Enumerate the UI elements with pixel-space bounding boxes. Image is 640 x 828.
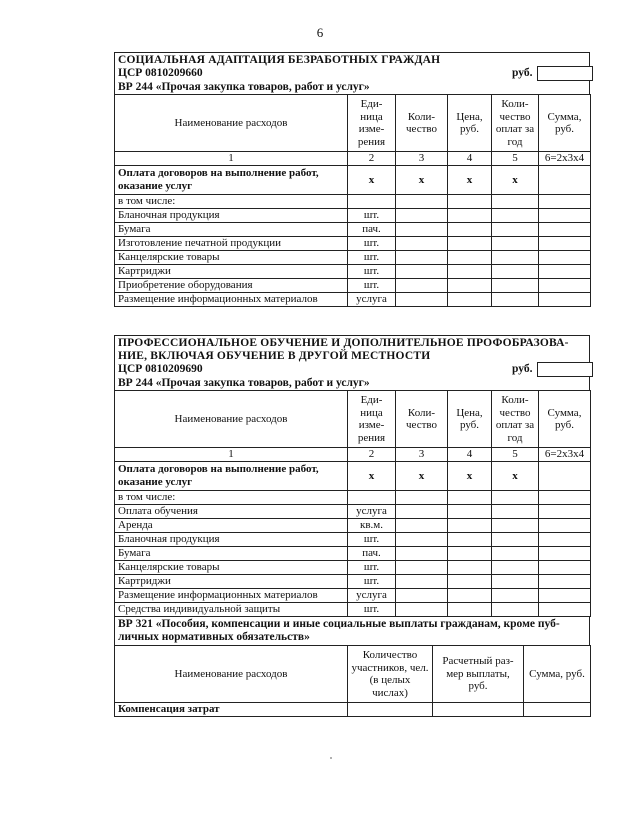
empty-cell[interactable] bbox=[492, 251, 539, 265]
empty-cell[interactable] bbox=[448, 589, 492, 603]
col-number: 5 bbox=[492, 152, 539, 166]
col-number: 1 bbox=[115, 448, 348, 462]
x-mark: x bbox=[448, 166, 492, 195]
empty-cell[interactable] bbox=[448, 279, 492, 293]
empty-cell[interactable] bbox=[448, 533, 492, 547]
empty-cell[interactable] bbox=[492, 265, 539, 279]
csr-code: ЦСР 0810209690 bbox=[118, 363, 203, 375]
expense-name: Бланочная продукция bbox=[115, 209, 348, 223]
empty-cell[interactable] bbox=[492, 603, 539, 617]
col-number: 3 bbox=[396, 448, 448, 462]
empty-cell[interactable] bbox=[396, 265, 448, 279]
expense-unit: шт. bbox=[348, 603, 396, 617]
col-header-name: Наименование расходов bbox=[115, 646, 348, 703]
empty-cell[interactable] bbox=[492, 491, 539, 505]
empty-cell[interactable] bbox=[539, 603, 591, 617]
empty-cell[interactable] bbox=[448, 505, 492, 519]
expense-row bbox=[115, 589, 591, 603]
empty-cell[interactable] bbox=[492, 547, 539, 561]
expense-unit: шт. bbox=[348, 251, 396, 265]
rub-label: руб. bbox=[512, 363, 533, 375]
main-expense-name: Оплата договоров на выполнение работ, оказание услуг bbox=[115, 462, 348, 491]
compensation-table bbox=[114, 645, 591, 717]
empty-cell[interactable] bbox=[539, 575, 591, 589]
empty-cell[interactable] bbox=[396, 195, 448, 209]
col-header-unit: Еди-ница изме-рения bbox=[348, 95, 396, 152]
col-number: 1 bbox=[115, 152, 348, 166]
col-header-payments: Коли-чество оплат за год bbox=[492, 95, 539, 152]
empty-cell[interactable] bbox=[539, 265, 591, 279]
expense-row bbox=[115, 293, 591, 307]
amount-box[interactable] bbox=[537, 66, 593, 81]
col-number: 2 bbox=[348, 152, 396, 166]
empty-cell[interactable] bbox=[396, 561, 448, 575]
empty-cell[interactable] bbox=[448, 209, 492, 223]
expense-unit: пач. bbox=[348, 223, 396, 237]
empty-cell[interactable] bbox=[396, 209, 448, 223]
sum-cell[interactable] bbox=[539, 462, 591, 491]
x-mark: x bbox=[492, 462, 539, 491]
expense-name: Размещение информационных материалов bbox=[115, 589, 348, 603]
section-title: СОЦИАЛЬНАЯ АДАПТАЦИЯ БЕЗРАБОТНЫХ ГРАЖДАН bbox=[118, 54, 441, 66]
expense-name: Канцелярские товары bbox=[115, 251, 348, 265]
col-header-qty: Коли-чество bbox=[396, 391, 448, 448]
col-header-name: Наименование расходов bbox=[115, 391, 348, 448]
empty-cell[interactable] bbox=[448, 491, 492, 505]
col-number: 2 bbox=[348, 448, 396, 462]
col-header-price: Цена, руб. bbox=[448, 95, 492, 152]
expense-unit: шт. bbox=[348, 237, 396, 251]
col-number: 5 bbox=[492, 448, 539, 462]
empty-cell[interactable] bbox=[448, 223, 492, 237]
empty-cell[interactable] bbox=[492, 223, 539, 237]
x-mark: x bbox=[348, 166, 396, 195]
empty-cell[interactable] bbox=[492, 237, 539, 251]
expense-name: Канцелярские товары bbox=[115, 561, 348, 575]
sum-cell[interactable] bbox=[539, 166, 591, 195]
rub-label: руб. bbox=[512, 67, 533, 79]
col-number: 6=2х3х4 bbox=[539, 448, 591, 462]
compensation-name: Компенсация затрат bbox=[115, 703, 348, 717]
x-mark: x bbox=[348, 462, 396, 491]
scan-speck bbox=[330, 757, 332, 759]
x-mark: x bbox=[448, 462, 492, 491]
expense-row bbox=[115, 575, 591, 589]
empty-cell[interactable] bbox=[539, 533, 591, 547]
col-header-qty: Коли-чество bbox=[396, 95, 448, 152]
vr-code: ВР 244 «Прочая закупка товаров, работ и услуг» bbox=[118, 81, 370, 93]
empty-cell[interactable] bbox=[492, 209, 539, 223]
compensation-row bbox=[115, 703, 591, 717]
empty-cell[interactable] bbox=[539, 223, 591, 237]
main-expense-row bbox=[115, 166, 591, 195]
empty-cell[interactable] bbox=[396, 491, 448, 505]
section-social-adaptation bbox=[114, 52, 590, 307]
empty-cell[interactable] bbox=[448, 237, 492, 251]
expense-row bbox=[115, 505, 591, 519]
expense-row bbox=[115, 547, 591, 561]
empty-cell[interactable] bbox=[348, 703, 433, 717]
table-header-row bbox=[115, 646, 591, 703]
expense-row bbox=[115, 561, 591, 575]
empty-cell[interactable] bbox=[539, 519, 591, 533]
empty-cell[interactable] bbox=[492, 519, 539, 533]
empty-cell[interactable] bbox=[396, 575, 448, 589]
vr-code: ВР 244 «Прочая закупка товаров, работ и услуг» bbox=[118, 377, 370, 389]
empty-cell[interactable] bbox=[448, 195, 492, 209]
col-number: 6=2х3х4 bbox=[539, 152, 591, 166]
incl-row bbox=[115, 491, 591, 505]
expense-name: Картриджи bbox=[115, 575, 348, 589]
empty-cell[interactable] bbox=[348, 491, 396, 505]
table-header-row bbox=[115, 95, 591, 152]
col-header-payments: Коли-чество оплат за год bbox=[492, 391, 539, 448]
col-header-payment-size: Расчетный раз-мер выплаты, руб. bbox=[433, 646, 524, 703]
expense-row bbox=[115, 237, 591, 251]
expense-unit: услуга bbox=[348, 505, 396, 519]
section-title: ПРОФЕССИОНАЛЬНОЕ ОБУЧЕНИЕ И ДОПОЛНИТЕЛЬНОЕ ПРОФОБРАЗОВА-НИЕ, ВКЛЮЧАЯ ОБУЧЕНИЕ В ДРУГОЙ МЕСТНОСТИ bbox=[118, 337, 569, 362]
expense-unit: шт. bbox=[348, 279, 396, 293]
col-number: 4 bbox=[448, 152, 492, 166]
col-header-sum: Сумма, руб. bbox=[524, 646, 591, 703]
empty-cell[interactable] bbox=[492, 561, 539, 575]
empty-cell[interactable] bbox=[448, 265, 492, 279]
empty-cell[interactable] bbox=[524, 703, 591, 717]
x-mark: x bbox=[396, 462, 448, 491]
expense-unit: шт. bbox=[348, 575, 396, 589]
empty-cell[interactable] bbox=[492, 589, 539, 603]
empty-cell[interactable] bbox=[396, 237, 448, 251]
col-number-row bbox=[115, 152, 591, 166]
expense-table bbox=[114, 94, 591, 307]
empty-cell[interactable] bbox=[448, 251, 492, 265]
expense-name: Картриджи bbox=[115, 265, 348, 279]
expense-row bbox=[115, 223, 591, 237]
empty-cell[interactable] bbox=[396, 603, 448, 617]
empty-cell[interactable] bbox=[539, 237, 591, 251]
empty-cell[interactable] bbox=[448, 519, 492, 533]
col-header-price: Цена, руб. bbox=[448, 391, 492, 448]
empty-cell[interactable] bbox=[492, 533, 539, 547]
section-professional-training bbox=[114, 335, 590, 717]
incl-row bbox=[115, 195, 591, 209]
empty-cell[interactable] bbox=[492, 575, 539, 589]
empty-cell[interactable] bbox=[396, 589, 448, 603]
empty-cell[interactable] bbox=[448, 575, 492, 589]
main-expense-row bbox=[115, 462, 591, 491]
expense-row bbox=[115, 279, 591, 293]
col-header-sum: Сумма, руб. bbox=[539, 391, 591, 448]
empty-cell[interactable] bbox=[448, 547, 492, 561]
expense-name: Изготовление печатной продукции bbox=[115, 237, 348, 251]
csr-code: ЦСР 0810209660 bbox=[118, 67, 203, 79]
expense-name: Бумага bbox=[115, 547, 348, 561]
x-mark: x bbox=[396, 166, 448, 195]
empty-cell[interactable] bbox=[348, 195, 396, 209]
section-header bbox=[114, 52, 590, 94]
empty-cell[interactable] bbox=[448, 561, 492, 575]
empty-cell[interactable] bbox=[448, 603, 492, 617]
empty-cell[interactable] bbox=[539, 279, 591, 293]
col-number: 4 bbox=[448, 448, 492, 462]
expense-name: Аренда bbox=[115, 519, 348, 533]
expense-row bbox=[115, 519, 591, 533]
section-header bbox=[114, 335, 590, 390]
expense-row bbox=[115, 533, 591, 547]
empty-cell[interactable] bbox=[539, 589, 591, 603]
empty-cell[interactable] bbox=[396, 533, 448, 547]
page-number: 6 bbox=[316, 25, 324, 40]
empty-cell[interactable] bbox=[396, 519, 448, 533]
expense-name: Бланочная продукция bbox=[115, 533, 348, 547]
amount-box[interactable] bbox=[537, 362, 593, 377]
empty-cell[interactable] bbox=[539, 561, 591, 575]
empty-cell[interactable] bbox=[396, 251, 448, 265]
expense-table bbox=[114, 390, 591, 617]
col-number: 3 bbox=[396, 152, 448, 166]
empty-cell[interactable] bbox=[539, 547, 591, 561]
expense-unit: кв.м. bbox=[348, 519, 396, 533]
expense-unit: шт. bbox=[348, 533, 396, 547]
empty-cell[interactable] bbox=[396, 547, 448, 561]
empty-cell[interactable] bbox=[539, 251, 591, 265]
incl-label: в том числе: bbox=[115, 491, 348, 505]
expense-name: Бумага bbox=[115, 223, 348, 237]
main-expense-name: Оплата договоров на выполнение работ, оказание услуг bbox=[115, 166, 348, 195]
expense-unit: услуга bbox=[348, 589, 396, 603]
expense-row bbox=[115, 603, 591, 617]
table-header-row bbox=[115, 391, 591, 448]
empty-cell[interactable] bbox=[492, 279, 539, 293]
col-header-name: Наименование расходов bbox=[115, 95, 348, 152]
expense-name: Приобретение оборудования bbox=[115, 279, 348, 293]
expense-name: Размещение информационных материалов bbox=[115, 293, 348, 307]
vr321-header: ВР 321 «Пособия, компенсации и иные социальные выплаты гражданам, кроме пуб-личных нормативных обязательств» bbox=[114, 617, 590, 645]
incl-label: в том числе: bbox=[115, 195, 348, 209]
col-header-unit: Еди-ница изме-рения bbox=[348, 391, 396, 448]
col-header-sum: Сумма, руб. bbox=[539, 95, 591, 152]
empty-cell[interactable] bbox=[539, 491, 591, 505]
expense-unit: услуга bbox=[348, 293, 396, 307]
empty-cell[interactable] bbox=[433, 703, 524, 717]
empty-cell[interactable] bbox=[448, 293, 492, 307]
expense-unit: шт. bbox=[348, 265, 396, 279]
expense-unit: шт. bbox=[348, 561, 396, 575]
expense-row bbox=[115, 209, 591, 223]
empty-cell[interactable] bbox=[539, 505, 591, 519]
expense-unit: пач. bbox=[348, 547, 396, 561]
empty-cell[interactable] bbox=[396, 279, 448, 293]
x-mark: x bbox=[492, 166, 539, 195]
empty-cell[interactable] bbox=[492, 505, 539, 519]
empty-cell[interactable] bbox=[539, 209, 591, 223]
empty-cell[interactable] bbox=[396, 505, 448, 519]
col-number-row bbox=[115, 448, 591, 462]
empty-cell[interactable] bbox=[396, 293, 448, 307]
empty-cell[interactable] bbox=[539, 195, 591, 209]
empty-cell[interactable] bbox=[492, 195, 539, 209]
expense-name: Средства индивидуальной защиты bbox=[115, 603, 348, 617]
col-header-participants: Количество участников, чел. (в целых числах) bbox=[348, 646, 433, 703]
expense-row bbox=[115, 251, 591, 265]
expense-name: Оплата обучения bbox=[115, 505, 348, 519]
expense-unit: шт. bbox=[348, 209, 396, 223]
empty-cell[interactable] bbox=[539, 293, 591, 307]
expense-row bbox=[115, 265, 591, 279]
empty-cell[interactable] bbox=[396, 223, 448, 237]
empty-cell[interactable] bbox=[492, 293, 539, 307]
